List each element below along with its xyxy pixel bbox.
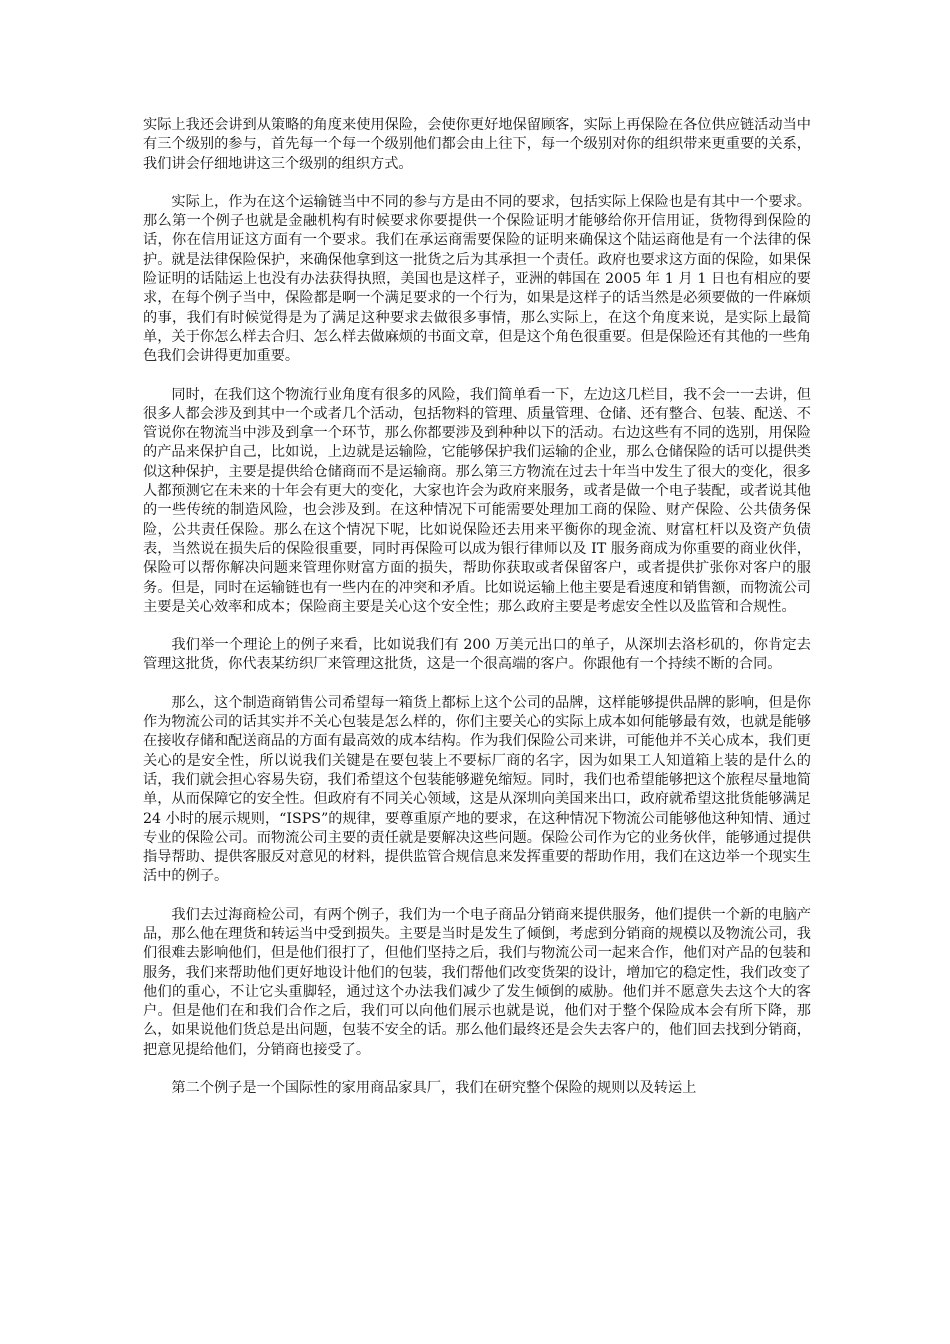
paragraph-manufacturer-concerns: 那么，这个制造商销售公司希望每一箱货上都标上这个公司的品牌，这样能够提供品牌的影响，但是你作为物流公司的话其实并不关心包装是怎么样的，你们主要关心的实际上成本如何能够最有效，也就是能够在接收存储和配送商品的方面有最高效的成本结构。作为我们保险公司来讲，可能他并不关心成本，我们更关心的是安全性，所以说我们关键是在要包装上不要标厂商的名字，因为如果工人知道箱上装的是什么的话，我们就会担心容易失窃，我们希望这个包装能够避免缩短。同时，我们也希望能够把这个旅程尽量地简单，从而保障它的安全性。但政府有不同关心领域，这是从深圳向美国来出口，政府就希望这批货能够满足 24 小时的展示规则，“ISPS”的规律，要尊重原产地的要求，在这种情况下物流公司能够他这种知情、通过专业的保险公司。而物流公司主要的责任就是要解决这些问题。保险公司作为它的业务伙伴，能够通过提供指导帮助、提供客服反对意见的材料，提供监管合规信息来发挥重要的帮助作用，我们在这边举一个现实生活中的例子。: [143, 694, 811, 885]
paragraph-transport-requirements: 实际上，作为在这个运输链当中不同的参与方是由不同的要求，包括实际上保险也是有其中一个要求。那么第一个例子也就是金融机构有时候要求你要提供一个保险证明才能够给你开信用证，货物得到保险的话，你在信用证这方面有一个要求。我们在承运商需要保险的证明来确保这个陆运商他是有一个法律的保护。就是法律保险保护，来确保他拿到这一批货之后为其承担一个责任。政府也要求这方面的保险，如果保险证明的话陆运上也没有办法获得执照，美国也是这样子，亚洲的韩国在 2005 年 1 月 1 日也有相应的要求，在每个例子当中，保险都是啊一个满足要求的一个行为，如果是这样子的话当然是必须要做的一件麻烦的事，我们有时候觉得是为了满足这种要求去做很多事情，那么实际上，在这个角度来说，是实际上最简单，关于你怎么样去合归、怎么样去做麻烦的书面文章，但是这个角色很重要。但是保险还有其他的一些角色我们会讲得更加重要。: [143, 193, 811, 365]
paragraph-gap: [143, 1060, 811, 1079]
paragraph-gap: [143, 367, 811, 386]
paragraph-strategy-intro: 实际上我还会讲到从策略的角度来使用保险，会使你更好地保留顾客，实际上再保险在各位供应链活动当中有三个级别的参与，首先每一个每一个级别他们都会由上往下，每一个级别对你的组织带来更重要的关系，我们讲会仔细地讲这三个级别的组织方式。: [143, 117, 811, 172]
paragraph-logistics-risks: 同时，在我们这个物流行业角度有很多的风险，我们简单看一下，左边这几栏目，我不会一一去讲，但很多人都会涉及到其中一个或者几个活动，包括物料的管理、质量管理、仓储、还有整合、包装、配送、不管说你在物流当中涉及到拿一个环节，那么你都要涉及到种种以下的活动。右边这些有不同的选别，用保险的产品来保护自己，比如说，上边就是运输险，它能够保护我们运输的企业，那么仓储保险的话可以提供类似这种保护，主要是提供给仓储商而不是运输商。那么第三方物流在过去十年当中发生了很大的变化，很多人都预测它在未来的十年会有更大的变化，大家也许会为政府来服务，或者是做一个电子装配，或者说其他的一些传统的制造风险，也会涉及到。在这种情况下可能需要处理加工商的保险、财产保险、公共债务保险，公共责任保险。那么在这个情况下呢，比如说保险还去用来平衡你的现金流、财富杠杆以及资产负债表，当然说在损失后的保险很重要，同时再保险可以成为银行律师以及 IT 服务商成为你重要的商业伙伴，保险可以帮你解决问题来管理你财富方面的损失，帮助你获取或者保留客户，或者提供扩张你对客户的服务。但是，同时在运输链也有一些内在的冲突和矛盾。比如说运输上他主要是看速度和销售额，而物流公司主要是关心效率和成本；保险商主要是关心这个安全性；那么政府主要是考虑安全性以及监管和合规性。: [143, 386, 811, 615]
paragraph-gap: [143, 675, 811, 694]
paragraph-gap: [143, 617, 811, 636]
paragraph-second-example: 第二个例子是一个国际性的家用商品家具厂，我们在研究整个保险的规则以及转运上: [171, 1080, 697, 1097]
paragraph-electronics-case: 我们去过海商检公司，有两个例子，我们为一个电子商品分销商来提供服务，他们提供一个新的电脑产品，那么他在理货和转运当中受到损失。主要是当时是发生了倾倒，考虑到分销商的规模以及物流公司，我们很难去影响他们，但是他们很打了，但他们坚持之后，我们与物流公司一起来合作，他们对产品的包装和服务，我们来帮助他们更好地设计他们的包装，我们帮他们改变货架的设计，增加它的稳定性，我们改变了他们的重心，不让它头重脚轻，通过这个办法我们减少了发生倾倒的威胁。他们并不愿意失去这个大的客户。但是他们在和我们合作之后，我们可以向他们展示也就是说，他们对于整个保险成本会有所下降，那么，如果说他们货总是出问题，包装不安全的话。那么他们最终还是会失去客户的，他们回去找到分销商，把意见提给他们，分销商也接受了。: [143, 906, 811, 1058]
paragraph-gap: [143, 174, 811, 193]
paragraph-gap: [143, 887, 811, 906]
paragraph-theoretical-example: 我们举一个理论上的例子来看，比如说我们有 200 万美元出口的单子，从深圳去洛杉矶的，你肯定去管理这批货，你代表某纺织厂来管理这批货，这是一个很高端的客户。你跟他有一个持续不断的合同。: [143, 637, 811, 673]
document-page: [143, 116, 811, 1098]
